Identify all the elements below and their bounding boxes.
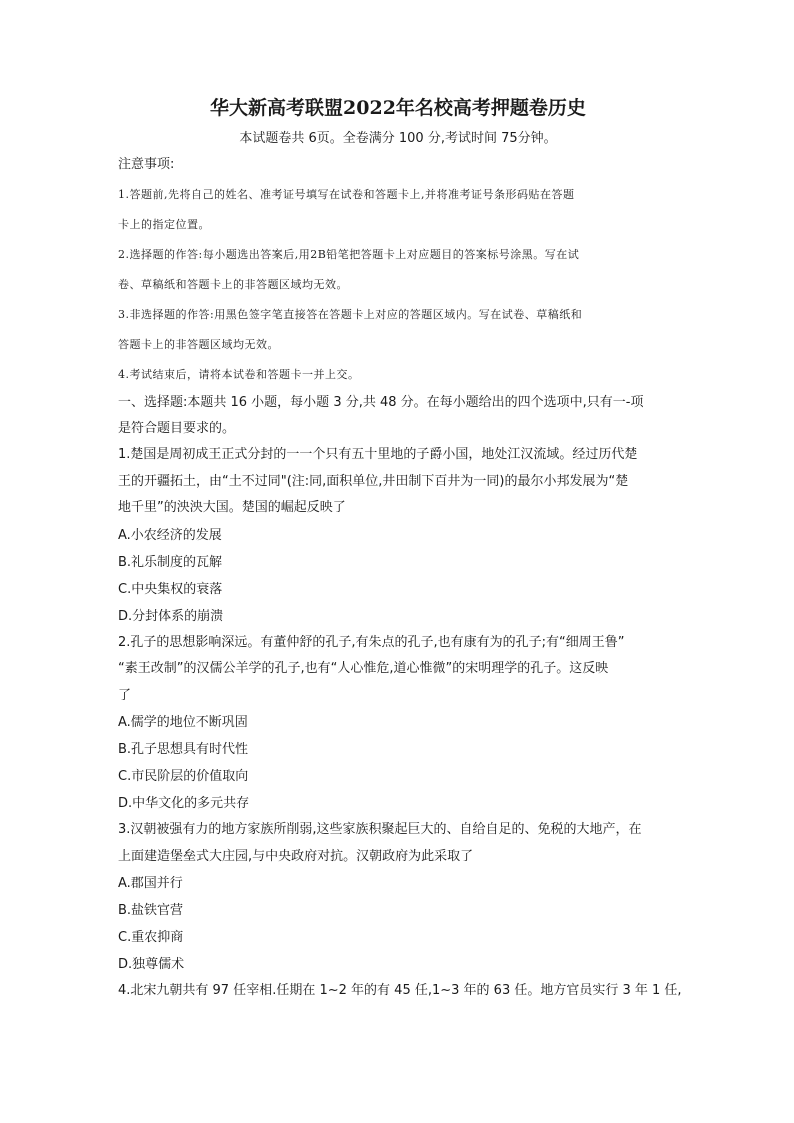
- notice-list: [118, 180, 678, 390]
- option-d: D.分封体系的崩溃: [118, 608, 224, 624]
- option-a: A.郡国并行: [118, 876, 183, 891]
- notice-line: 2.选择题的作答:每小题选出答案后,用2B铅笔把答题卡上对应题目的答案标号涂黑。写在试: [118, 248, 580, 261]
- option-b: B.盐铁官营: [118, 903, 184, 918]
- notice-line: 卷、草稿纸和答题卡上的非答题区域均无效。: [118, 278, 348, 291]
- question-2: [118, 630, 678, 818]
- notice-line: 3.非选择题的作答:用黑色签字笔直接答在答题卡上对应的答题区域内。写在试卷、草稿纸和: [118, 308, 583, 321]
- notice-line: 4.考试结束后，请将本试卷和答题卡一并上交。: [118, 368, 360, 381]
- exam-page: [118, 92, 682, 1005]
- notice-item: [118, 360, 678, 390]
- option-d: D.独尊儒术: [118, 957, 185, 972]
- option-c: C.重农抑商: [118, 930, 184, 945]
- exam-title: 华大新高考联盟2022年名校高考押题卷历史: [210, 97, 586, 119]
- option-a: A.小农经济的发展: [118, 527, 222, 543]
- notice-line: 卡上的指定位置。: [118, 218, 210, 231]
- notice-heading: 注意事项:: [118, 157, 175, 172]
- section-heading: [118, 390, 678, 442]
- section-line: 是符合题目要求的。: [118, 421, 236, 436]
- question-1: [118, 442, 678, 630]
- exam-subtitle: 本试题卷共 6页。全卷满分 100 分,考试时间 75分钟。: [239, 131, 557, 146]
- question-4: [118, 978, 682, 1005]
- section-line: 一、选择题:本题共 16 小题，每小题 3 分,共 48 分。在每小题给出的四个选项中,只有一-项: [118, 395, 644, 410]
- notice-item: [118, 180, 678, 240]
- question-stem-line: 2.孔子的思想影响深远。有董仲舒的孔子,有朱点的孔子,也有康有为的孔子;有“细周王鲁”: [118, 634, 625, 650]
- question-stem-line: 王的开疆拓土，由“土不过同"(注:同,面积单位,井田制下百井为一同)的最尔小邦发展为“楚: [118, 473, 629, 489]
- question-stem-line: 1.楚国是周初成王正式分封的一一个只有五十里地的子爵小国，地处江汉流域。经过历代楚: [118, 447, 638, 462]
- option-c: C.市民阶层的价值取向: [118, 769, 249, 784]
- question-stem-line: 4.北宋九朝共有 97 任宰相.任期在 1~2 年的有 45 任,1~3 年的 63 任。地方官员实行 3 年 1 任,: [118, 983, 682, 998]
- option-d: D.中华文化的多元共存: [118, 796, 250, 811]
- question-3: [118, 817, 678, 978]
- option-c: C.中央集权的衰落: [118, 581, 223, 597]
- notice-item: [118, 240, 678, 300]
- notice-line: 1.答题前,先将自己的姓名、准考证号填写在试卷和答题卡上,并将准考证号条形码贴在答题: [118, 188, 575, 201]
- question-stem-line: “素王改制”的汉儒公羊学的孔子,也有“人心惟危,道心惟微”的宋明理学的孔子。这反映: [118, 661, 609, 676]
- question-stem-line: 了: [118, 687, 132, 703]
- notice-item: [118, 300, 678, 360]
- notice-line: 答题卡上的非答题区域均无效。: [118, 338, 279, 351]
- option-b: B.孔子思想具有时代性: [118, 742, 249, 757]
- option-b: B.礼乐制度的瓦解: [118, 554, 223, 570]
- question-stem-line: 地千里”的泱泱大国。楚国的崛起反映了: [118, 500, 346, 515]
- option-a: A.儒学的地位不断巩固: [118, 715, 248, 730]
- question-stem-line: 上面建造堡垒式大庄园,与中央政府对抗。汉朝政府为此采取了: [118, 848, 474, 864]
- question-stem-line: 3.汉朝被强有力的地方家族所削弱,这些家族积聚起巨大的、自给自足的、免税的大地产，在: [118, 822, 642, 837]
